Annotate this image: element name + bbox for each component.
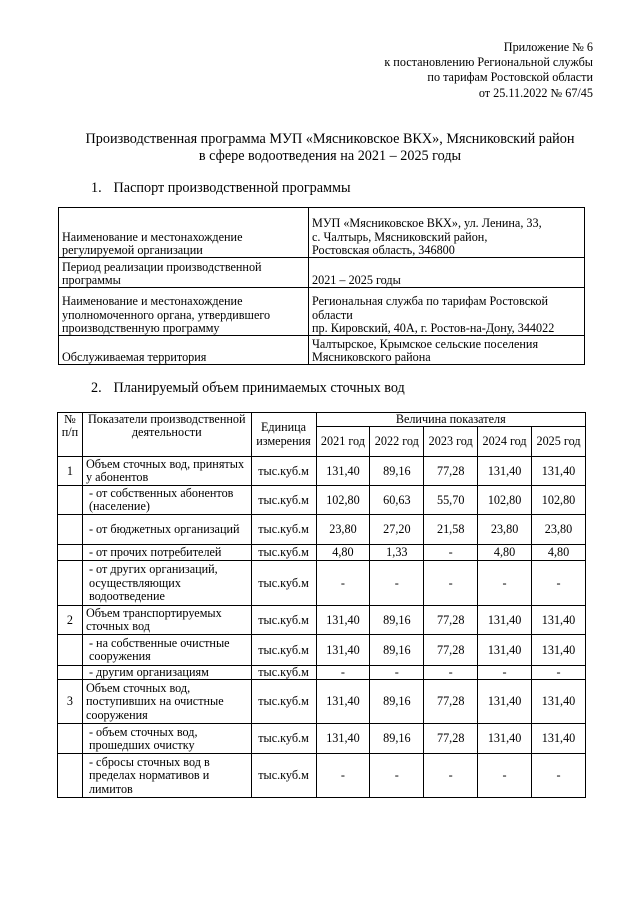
value-cell: 77,28 [424, 680, 478, 724]
indicator-label: Объем сточных вод, принятых у абонентов [82, 457, 251, 486]
row-number [58, 666, 83, 680]
table-row [58, 486, 586, 515]
indicator-label: Объем сточных вод, поступивших на очистные сооружения [82, 680, 251, 724]
value-cell: - [424, 666, 478, 680]
row-number [58, 561, 83, 606]
value-cell: 131,40 [532, 680, 586, 724]
header-row [58, 413, 586, 427]
row-number [58, 635, 83, 666]
passport-table [58, 207, 585, 365]
table-row [59, 208, 585, 258]
value-cell: 77,28 [424, 724, 478, 754]
value-cell: 4,80 [532, 545, 586, 561]
header-num: № п/п [58, 413, 83, 457]
value-cell: 131,40 [316, 724, 370, 754]
value-cell: 23,80 [316, 515, 370, 545]
appendix-line: Приложение № 6 [503, 40, 593, 54]
row-number [58, 724, 83, 754]
passport-label: Обслуживаемая территория [59, 336, 309, 365]
passport-value [309, 288, 585, 336]
table-row [59, 288, 585, 336]
indicator-label: - на собственные очистные сооружения [82, 635, 251, 666]
value-cell: - [532, 561, 586, 606]
unit-cell: тыс.куб.м [251, 486, 316, 515]
unit-cell: тыс.куб.м [251, 606, 316, 635]
table-row [58, 515, 586, 545]
value-cell: 89,16 [370, 606, 424, 635]
row-number: 1 [58, 457, 83, 486]
header-year: 2022 год [370, 427, 424, 457]
section-number: 2. [91, 380, 102, 396]
value-cell: 131,40 [532, 724, 586, 754]
value-cell: 131,40 [478, 457, 532, 486]
value-cell: - [478, 754, 532, 798]
row-number: 3 [58, 680, 83, 724]
indicator-label: - другим организациям [82, 666, 251, 680]
value-cell: 77,28 [424, 606, 478, 635]
value-cell: - [370, 561, 424, 606]
table-row [58, 457, 586, 486]
value-cell: 131,40 [316, 457, 370, 486]
value-cell: 131,40 [532, 606, 586, 635]
indicator-label: Объем транспортируемых сточных вод [82, 606, 251, 635]
title-line: Производственная программа МУП «Мясниковское ВКХ», Мясниковский район [85, 131, 575, 147]
passport-value-line: 2021 – 2025 годы [312, 272, 401, 287]
value-cell: 4,80 [316, 545, 370, 561]
value-cell: 89,16 [370, 680, 424, 724]
section-2-heading [91, 380, 405, 397]
value-cell: 89,16 [370, 635, 424, 666]
table-row [58, 680, 586, 724]
value-cell: - [370, 754, 424, 798]
table-row [58, 724, 586, 754]
table-row [58, 754, 586, 798]
section-title: Планируемый объем принимаемых сточных вод [113, 380, 405, 396]
document-title [40, 131, 620, 165]
table-row [58, 666, 586, 680]
value-cell: 102,80 [532, 486, 586, 515]
value-cell: 131,40 [532, 635, 586, 666]
appendix-line: по тарифам Ростовской области [427, 70, 593, 85]
value-cell: 23,80 [532, 515, 586, 545]
table-row [59, 336, 585, 365]
value-cell: - [316, 754, 370, 798]
passport-value [309, 258, 585, 288]
header-year: 2023 год [424, 427, 478, 457]
volume-table [57, 412, 586, 798]
header-indicator: Показатели производственной деятельности [82, 413, 251, 457]
unit-cell: тыс.куб.м [251, 680, 316, 724]
passport-label: Наименование и местонахождение регулируемой организации [59, 208, 309, 258]
value-cell: 131,40 [316, 680, 370, 724]
passport-value-line: МУП «Мясниковское ВКХ», ул. Ленина, 33, [312, 216, 542, 231]
value-cell: 77,28 [424, 457, 478, 486]
header-value-group: Величина показателя [316, 413, 586, 427]
value-cell: 60,63 [370, 486, 424, 515]
row-number: 2 [58, 606, 83, 635]
table-row [59, 258, 585, 288]
value-cell: 1,33 [370, 545, 424, 561]
table-row [58, 635, 586, 666]
value-cell: 89,16 [370, 457, 424, 486]
value-cell: 102,80 [478, 486, 532, 515]
value-cell: 131,40 [316, 635, 370, 666]
indicator-label: - от прочих потребителей [82, 545, 251, 561]
passport-value-line: Ростовская область, 346800 [312, 242, 455, 257]
indicator-label: - от собственных абонентов (население) [82, 486, 251, 515]
title-line: в сфере водоотведения на 2021 – 2025 годы [198, 148, 462, 164]
passport-value-line: пр. Кировский, 40А, г. Ростов-на-Дону, 344022 [312, 320, 555, 335]
unit-cell: тыс.куб.м [251, 754, 316, 798]
passport-value-line: с. Чалтырь, Мясниковский район, [312, 229, 488, 244]
passport-value-line: Чалтырское, Крымское сельские поселения [312, 336, 539, 351]
unit-cell: тыс.куб.м [251, 515, 316, 545]
value-cell: - [478, 666, 532, 680]
header-year: 2024 год [478, 427, 532, 457]
indicator-label: - от бюджетных организаций [82, 515, 251, 545]
header-unit: Единица измерения [251, 413, 316, 457]
appendix-line: к постановлению Региональной службы [384, 55, 593, 70]
value-cell: 131,40 [478, 724, 532, 754]
unit-cell: тыс.куб.м [251, 666, 316, 680]
value-cell: - [424, 754, 478, 798]
row-number [58, 515, 83, 545]
unit-cell: тыс.куб.м [251, 561, 316, 606]
value-cell: 55,70 [424, 486, 478, 515]
indicator-label: - объем сточных вод, прошедших очистку [82, 724, 251, 754]
unit-cell: тыс.куб.м [251, 635, 316, 666]
value-cell: 89,16 [370, 724, 424, 754]
value-cell: 131,40 [532, 457, 586, 486]
passport-value [309, 208, 585, 258]
header-year: 2021 год [316, 427, 370, 457]
passport-value [309, 336, 585, 365]
value-cell: 27,20 [370, 515, 424, 545]
table-row [58, 545, 586, 561]
value-cell: 131,40 [478, 606, 532, 635]
value-cell: - [478, 561, 532, 606]
header-year: 2025 год [532, 427, 586, 457]
value-cell: 4,80 [478, 545, 532, 561]
value-cell: 23,80 [478, 515, 532, 545]
value-cell: 131,40 [316, 606, 370, 635]
value-cell: 21,58 [424, 515, 478, 545]
appendix-header [263, 40, 593, 101]
passport-value-line: Мясниковского района [312, 349, 431, 364]
value-cell: - [532, 754, 586, 798]
unit-cell: тыс.куб.м [251, 457, 316, 486]
table-row [58, 606, 586, 635]
passport-value-line: Региональная служба по тарифам Ростовской области [312, 294, 549, 322]
value-cell: 131,40 [478, 635, 532, 666]
section-title: Паспорт производственной программы [113, 180, 351, 196]
value-cell: - [370, 666, 424, 680]
value-cell: - [316, 666, 370, 680]
value-cell: - [532, 666, 586, 680]
row-number [58, 754, 83, 798]
section-number: 1. [91, 180, 102, 196]
indicator-label: - от других организаций, осуществляющих водоотведение [82, 561, 251, 606]
appendix-line: от 25.11.2022 № 67/45 [478, 85, 593, 100]
unit-cell: тыс.куб.м [251, 545, 316, 561]
row-number [58, 545, 83, 561]
value-cell: - [424, 545, 478, 561]
value-cell: 77,28 [424, 635, 478, 666]
row-number [58, 486, 83, 515]
unit-cell: тыс.куб.м [251, 724, 316, 754]
section-1-heading [91, 180, 351, 197]
passport-label: Наименование и местонахождение уполномоченного органа, утвердившего производственную программу [59, 288, 309, 336]
value-cell: - [424, 561, 478, 606]
indicator-label: - сбросы сточных вод в пределах нормативов и лимитов [82, 754, 251, 798]
value-cell: 102,80 [316, 486, 370, 515]
value-cell: 131,40 [478, 680, 532, 724]
passport-label: Период реализации производственной программы [59, 258, 309, 288]
value-cell: - [316, 561, 370, 606]
table-row [58, 561, 586, 606]
